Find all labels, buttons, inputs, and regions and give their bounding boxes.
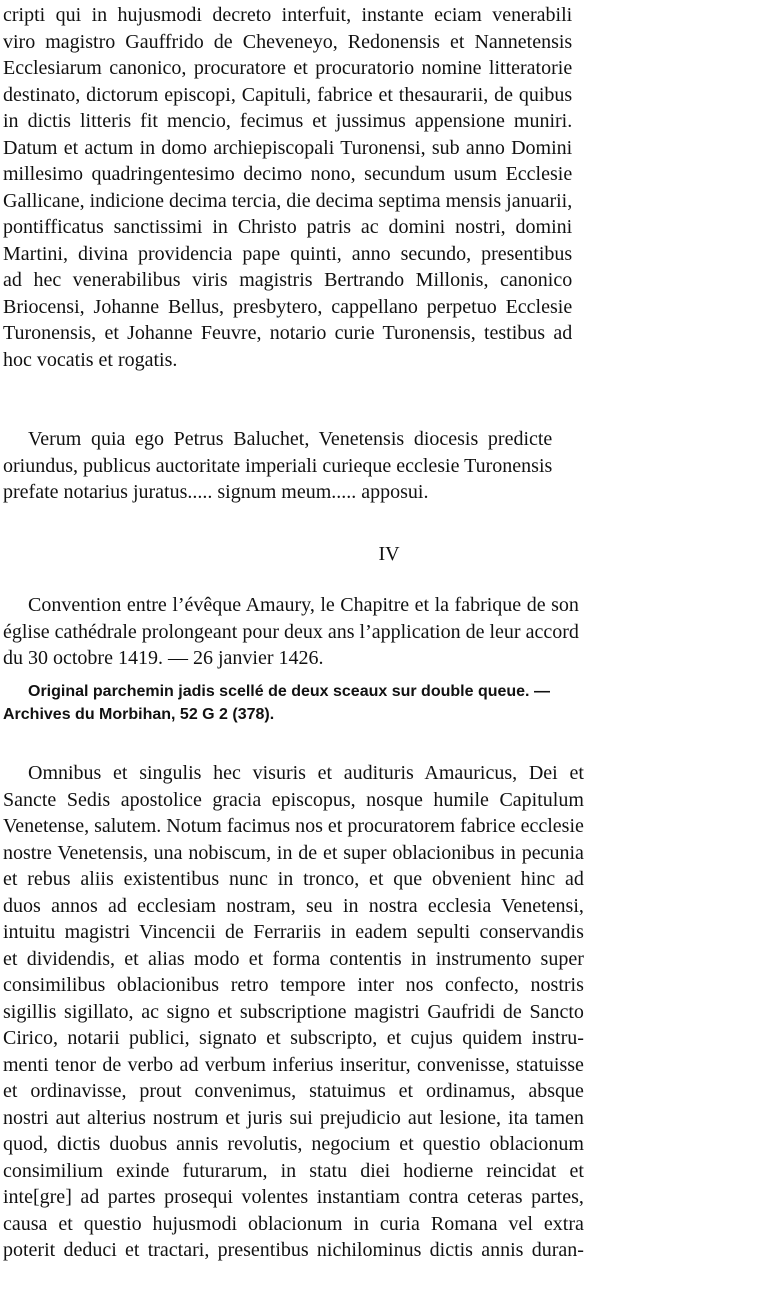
text-line: sigillis sigillato, ac signo et subscriptione magistri Gaufridi de Sancto	[3, 1000, 584, 1023]
text-line: du 30 octobre 1419. — 26 janvier 1426.	[3, 647, 324, 669]
text-line: nostre Venetensis, una nobiscum, in de et super oblacionibus in pecunia	[3, 841, 584, 864]
paragraph-charter-text	[3, 760, 584, 1264]
paragraph-notary-attestation	[3, 426, 552, 506]
text-line: menti tenor de verbo ad verbum inferius inseritur, convenisse, statuisse	[3, 1053, 584, 1076]
text-line: Convention entre l’évêque Amaury, le Chapitre et la fabrique de son	[28, 594, 579, 616]
text-line: et rebus aliis existentibus nunc in tronco, et que obvenient hinc ad	[3, 868, 584, 890]
text-line: Sancte Sedis apostolice gracia episcopus, nosque humile Capitulum	[3, 788, 584, 811]
text-line: et ordinavisse, prout convenimus, statuimus et ordinamus, absque	[3, 1080, 584, 1102]
text-line: poterit deduci et tractari, presentibus nichilominus dictis annis duran-	[3, 1239, 584, 1261]
text-line: Omnibus et singulis hec visuris et audituris Amauricus, Dei et	[28, 762, 584, 784]
text-line: viro magistro Gauffrido de Cheveneyo, Redonensis et Nannetensis	[3, 30, 573, 53]
document-heading-summary	[3, 592, 579, 672]
source-note	[3, 680, 550, 726]
text-line: Archives du Morbihan, 52 G 2 (378).	[3, 706, 275, 723]
text-line: et dividendis, et alias modo et forma contentis in instrumento super	[3, 947, 584, 970]
text-line: destinato, dictorum episcopi, Capituli, fabrice et thesaurarii, de quibus	[3, 83, 573, 106]
text-line: prefate notarius juratus..... signum meum..... apposui.	[3, 481, 429, 503]
text-line: Datum et actum in domo archiepiscopali Turonensi, sub anno Domini	[3, 136, 573, 159]
text-line: duos annos ad ecclesiam nostram, seu in nostra ecclesia Venetensi,	[3, 894, 584, 917]
text-line: ad hec venerabilibus viris magistris Bertrando Millonis, canonico	[3, 269, 573, 291]
text-line: Original parchemin jadis scellé de deux sceaux sur double queue. —	[28, 683, 550, 700]
text-line: hoc vocatis et rogatis.	[3, 348, 178, 371]
text-line: consimilibus oblacionibus retro tempore inter nos confecto, nostris	[3, 974, 584, 996]
text-line: causa et questio hujusmodi oblacionum in curia Romana vel extra	[3, 1212, 584, 1235]
text-line: Martini, divina providencia pape quinti, anno secundo, presentibus	[3, 242, 573, 265]
text-line: inte[gre] ad partes prosequi volentes instantiam contra ceteras partes,	[3, 1186, 584, 1208]
text-line: Cirico, notarii publici, signato et subscripto, et cujus quidem instru-	[3, 1027, 584, 1049]
text-line: millesimo quadringentesimo decimo nono, secundum usum Ecclesie	[3, 163, 573, 185]
text-line: nostri aut alterius nostrum et juris sui prejudicio aut lesione, ita tamen	[3, 1106, 584, 1129]
text-line: oriundus, publicus auctoritate imperiali curieque ecclesie Turonensis	[3, 454, 553, 477]
text-line: intuitu magistri Vincencii de Ferrariis in eadem sepulti conservandis	[3, 921, 584, 943]
text-line: quod, dictis duobus annis revolutis, negocium et questio oblacionum	[3, 1133, 584, 1155]
text-line: pontifficatus sanctissimi in Christo patris ac domini nostri, domini	[3, 216, 573, 238]
text-line: Turonensis, et Johanne Feuvre, notario curie Turonensis, testibus ad	[3, 322, 573, 344]
text-line: Briocensi, Johanne Bellus, presbytero, cappellano perpetuo Ecclesie	[3, 295, 573, 318]
text-line: Gallicane, indicione decima tercia, die decima septima mensis januarii,	[3, 189, 573, 212]
text-line: Verum quia ego Petrus Baluchet, Venetensis diocesis predicte	[28, 428, 553, 450]
section-number: IV	[378, 543, 400, 565]
paragraph-latin-deed-end	[3, 2, 572, 373]
text-line: Ecclesiarum canonico, procuratore et procuratorio nomine litteratorie	[3, 57, 573, 79]
text-line: Venetense, salutem. Notum facimus nos et procuratorem fabrice ecclesie	[3, 815, 584, 837]
text-line: cripti qui in hujusmodi decreto interfuit, instante eciam venerabili	[3, 4, 573, 26]
text-line: église cathédrale prolongeant pour deux ans l’application de leur accord	[3, 620, 579, 643]
text-line: consimilium exinde futurarum, in statu diei hodierne reincidat et	[3, 1159, 584, 1182]
text-line: in dictis litteris fit mencio, fecimus et jussimus appensione muniri.	[3, 110, 573, 132]
